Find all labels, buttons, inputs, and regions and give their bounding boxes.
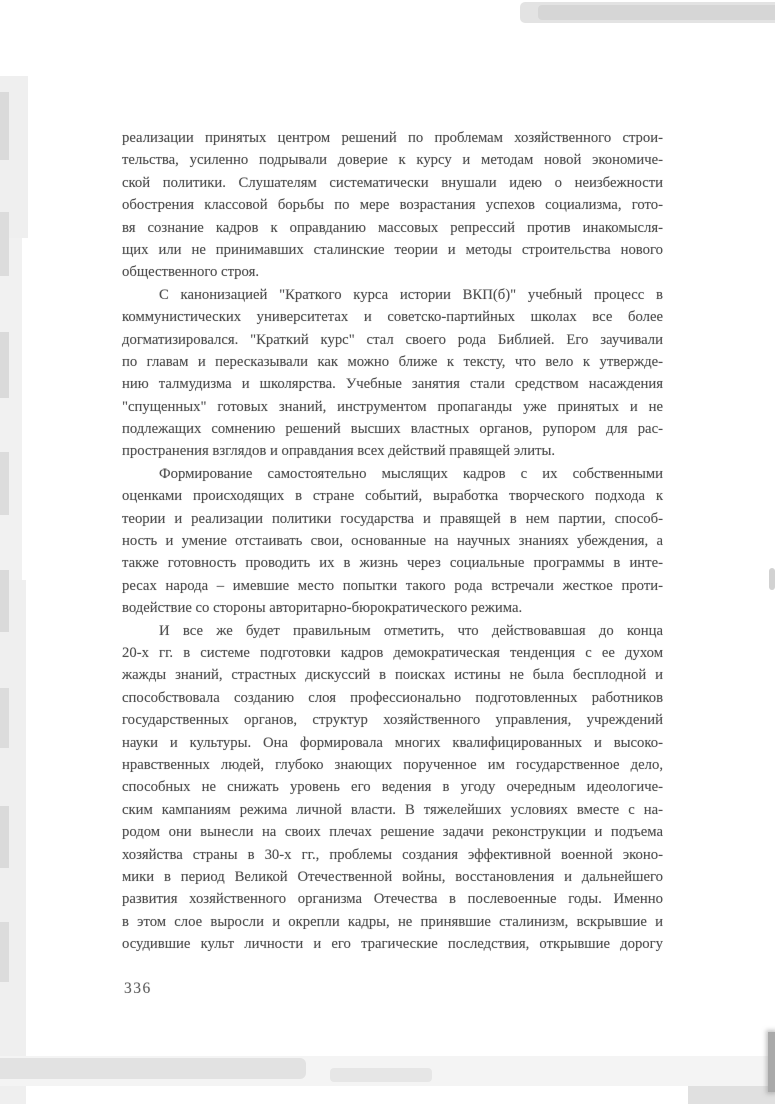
scan-artifact-left-tab <box>0 922 9 982</box>
text-line: Формирование самостоятельно мыслящих кадров с их собственными <box>159 465 663 482</box>
text-line: реализации принятых центром решений по проблемам хозяйственного строи- <box>122 130 663 146</box>
text-line: теории и реализации политики государства и правящей в нем партии, способ- <box>122 510 663 527</box>
text-block <box>122 127 663 955</box>
scan-artifact-bottom-right-patch <box>688 1086 775 1104</box>
text-line: коммунистических университетах и советско-партийных школах все более <box>122 309 663 326</box>
text-line: подлежащих сомнению решений высших властных органов, рупором для рас- <box>122 421 663 438</box>
text-line: мики в период Великой Отечественной войны, восстановления и дальнейшего <box>122 868 663 885</box>
scan-artifact-bottom-right-line <box>768 1032 775 1092</box>
text-line: И все же будет правильным отметить, что действовавшая до конца <box>159 622 663 639</box>
scan-artifact-left-tab <box>0 806 9 868</box>
scan-artifact-top-right-bar <box>520 2 775 23</box>
text-line: ность и умение отстаивать свои, основанные на научных знаниях убеждения, а <box>122 533 663 550</box>
scan-artifact-bottom-left-bar <box>0 1058 306 1079</box>
text-line: по главам и пересказывали как можно ближе к тексту, что вело к утвержде- <box>122 353 663 370</box>
text-line: государственных органов, структур хозяйственного управления, учреждений <box>122 712 663 729</box>
scan-artifact-left-tab <box>0 688 9 748</box>
scan-artifact-left-strip <box>0 76 28 238</box>
scan-artifact-bottom-mid-bar <box>330 1068 432 1082</box>
text-line: жажды знаний, страстных дискуссий в поисках истины не была бесплодной и <box>122 667 663 684</box>
text-line: в этом слое выросли и окрепли кадры, не принявшие сталинизм, вскрывшие и <box>122 913 663 930</box>
text-line: хозяйства страны в 30-х гг., проблемы создания эффективной военной эконо- <box>122 846 663 863</box>
text-line: "спущенных" готовых знаний, инструментом пропаганды уже принятых и не <box>122 398 663 415</box>
text-line: пространения взглядов и оправдания всех действий правящей элиты. <box>122 443 556 460</box>
scan-artifact-left-strip <box>0 580 26 1104</box>
text-line: осудившие культ личности и его трагические последствия, открывшие дорогу <box>122 936 663 953</box>
text-line: вя сознание кадров к оправданию массовых репрессий против инакомысля- <box>122 219 663 236</box>
text-line: ским кампаниям режима личной власти. В тяжелейших условиях вместе с на- <box>122 801 663 818</box>
text-line: ской политики. Слушателям систематически внушали идею о неизбежности <box>122 174 663 191</box>
scan-artifact-left-tab <box>0 570 9 632</box>
scan-artifact-top-right-bar-inner <box>538 5 775 20</box>
text-line: щих или не принимавших сталинские теории и методы строительства нового <box>122 241 663 258</box>
scan-artifact-left-tab <box>0 452 9 515</box>
text-line: водействие со стороны авторитарно-бюрократического режима. <box>122 600 523 617</box>
scan-artifact-left-tab <box>0 332 9 398</box>
text-line: нравственных людей, глубоко знающих порученное им государственное дело, <box>122 756 663 773</box>
page-number: 336 <box>124 980 152 997</box>
scan-artifact-left-tab <box>0 92 9 160</box>
text-line: науки и культуры. Она формировала многих квалифицированных и высоко- <box>122 734 663 751</box>
text-line: 20-х гг. в системе подготовки кадров демократическая тенденция с ее духом <box>122 644 663 661</box>
text-line: тельства, усиленно подрывали доверие к курсу и методам новой экономиче- <box>122 152 663 169</box>
text-line: общественного строя. <box>122 264 260 281</box>
scan-artifact-left-strip <box>0 238 22 580</box>
text-line: способных не снижать уровень его ведения в угоду очередным идеологиче- <box>122 779 663 796</box>
text-line: также готовность проводить их в жизнь через социальные программы в инте- <box>122 555 663 572</box>
scan-artifact-right-mark <box>769 568 775 590</box>
scan-artifact-left-tab <box>0 212 9 276</box>
text-line: способствовала созданию слоя профессионально подготовленных работников <box>122 689 663 706</box>
text-line: родом они вынесли на своих плечах решение задачи реконструкции и подъема <box>122 824 663 841</box>
text-line: оценками происходящих в стране событий, выработка творческого подхода к <box>122 488 663 505</box>
scan-artifact-bottom-band <box>0 1056 775 1086</box>
text-line: развития хозяйственного организма Отечества в послевоенные годы. Именно <box>122 891 663 908</box>
text-line: обострения классовой борьбы по мере возрастания успехов социализма, гото- <box>122 197 663 214</box>
text-line: С канонизацией "Краткого курса истории ВКП(б)" учебный процесс в <box>159 286 663 303</box>
text-line: ресах народа – имевшие место попытки такого рода встречали жесткое проти- <box>122 577 663 594</box>
text-line: догматизировался. "Краткий курс" стал своего рода Библией. Его заучивали <box>122 331 663 348</box>
text-line: нию талмудизма и школярства. Учебные занятия стали средством насаждения <box>122 376 663 393</box>
